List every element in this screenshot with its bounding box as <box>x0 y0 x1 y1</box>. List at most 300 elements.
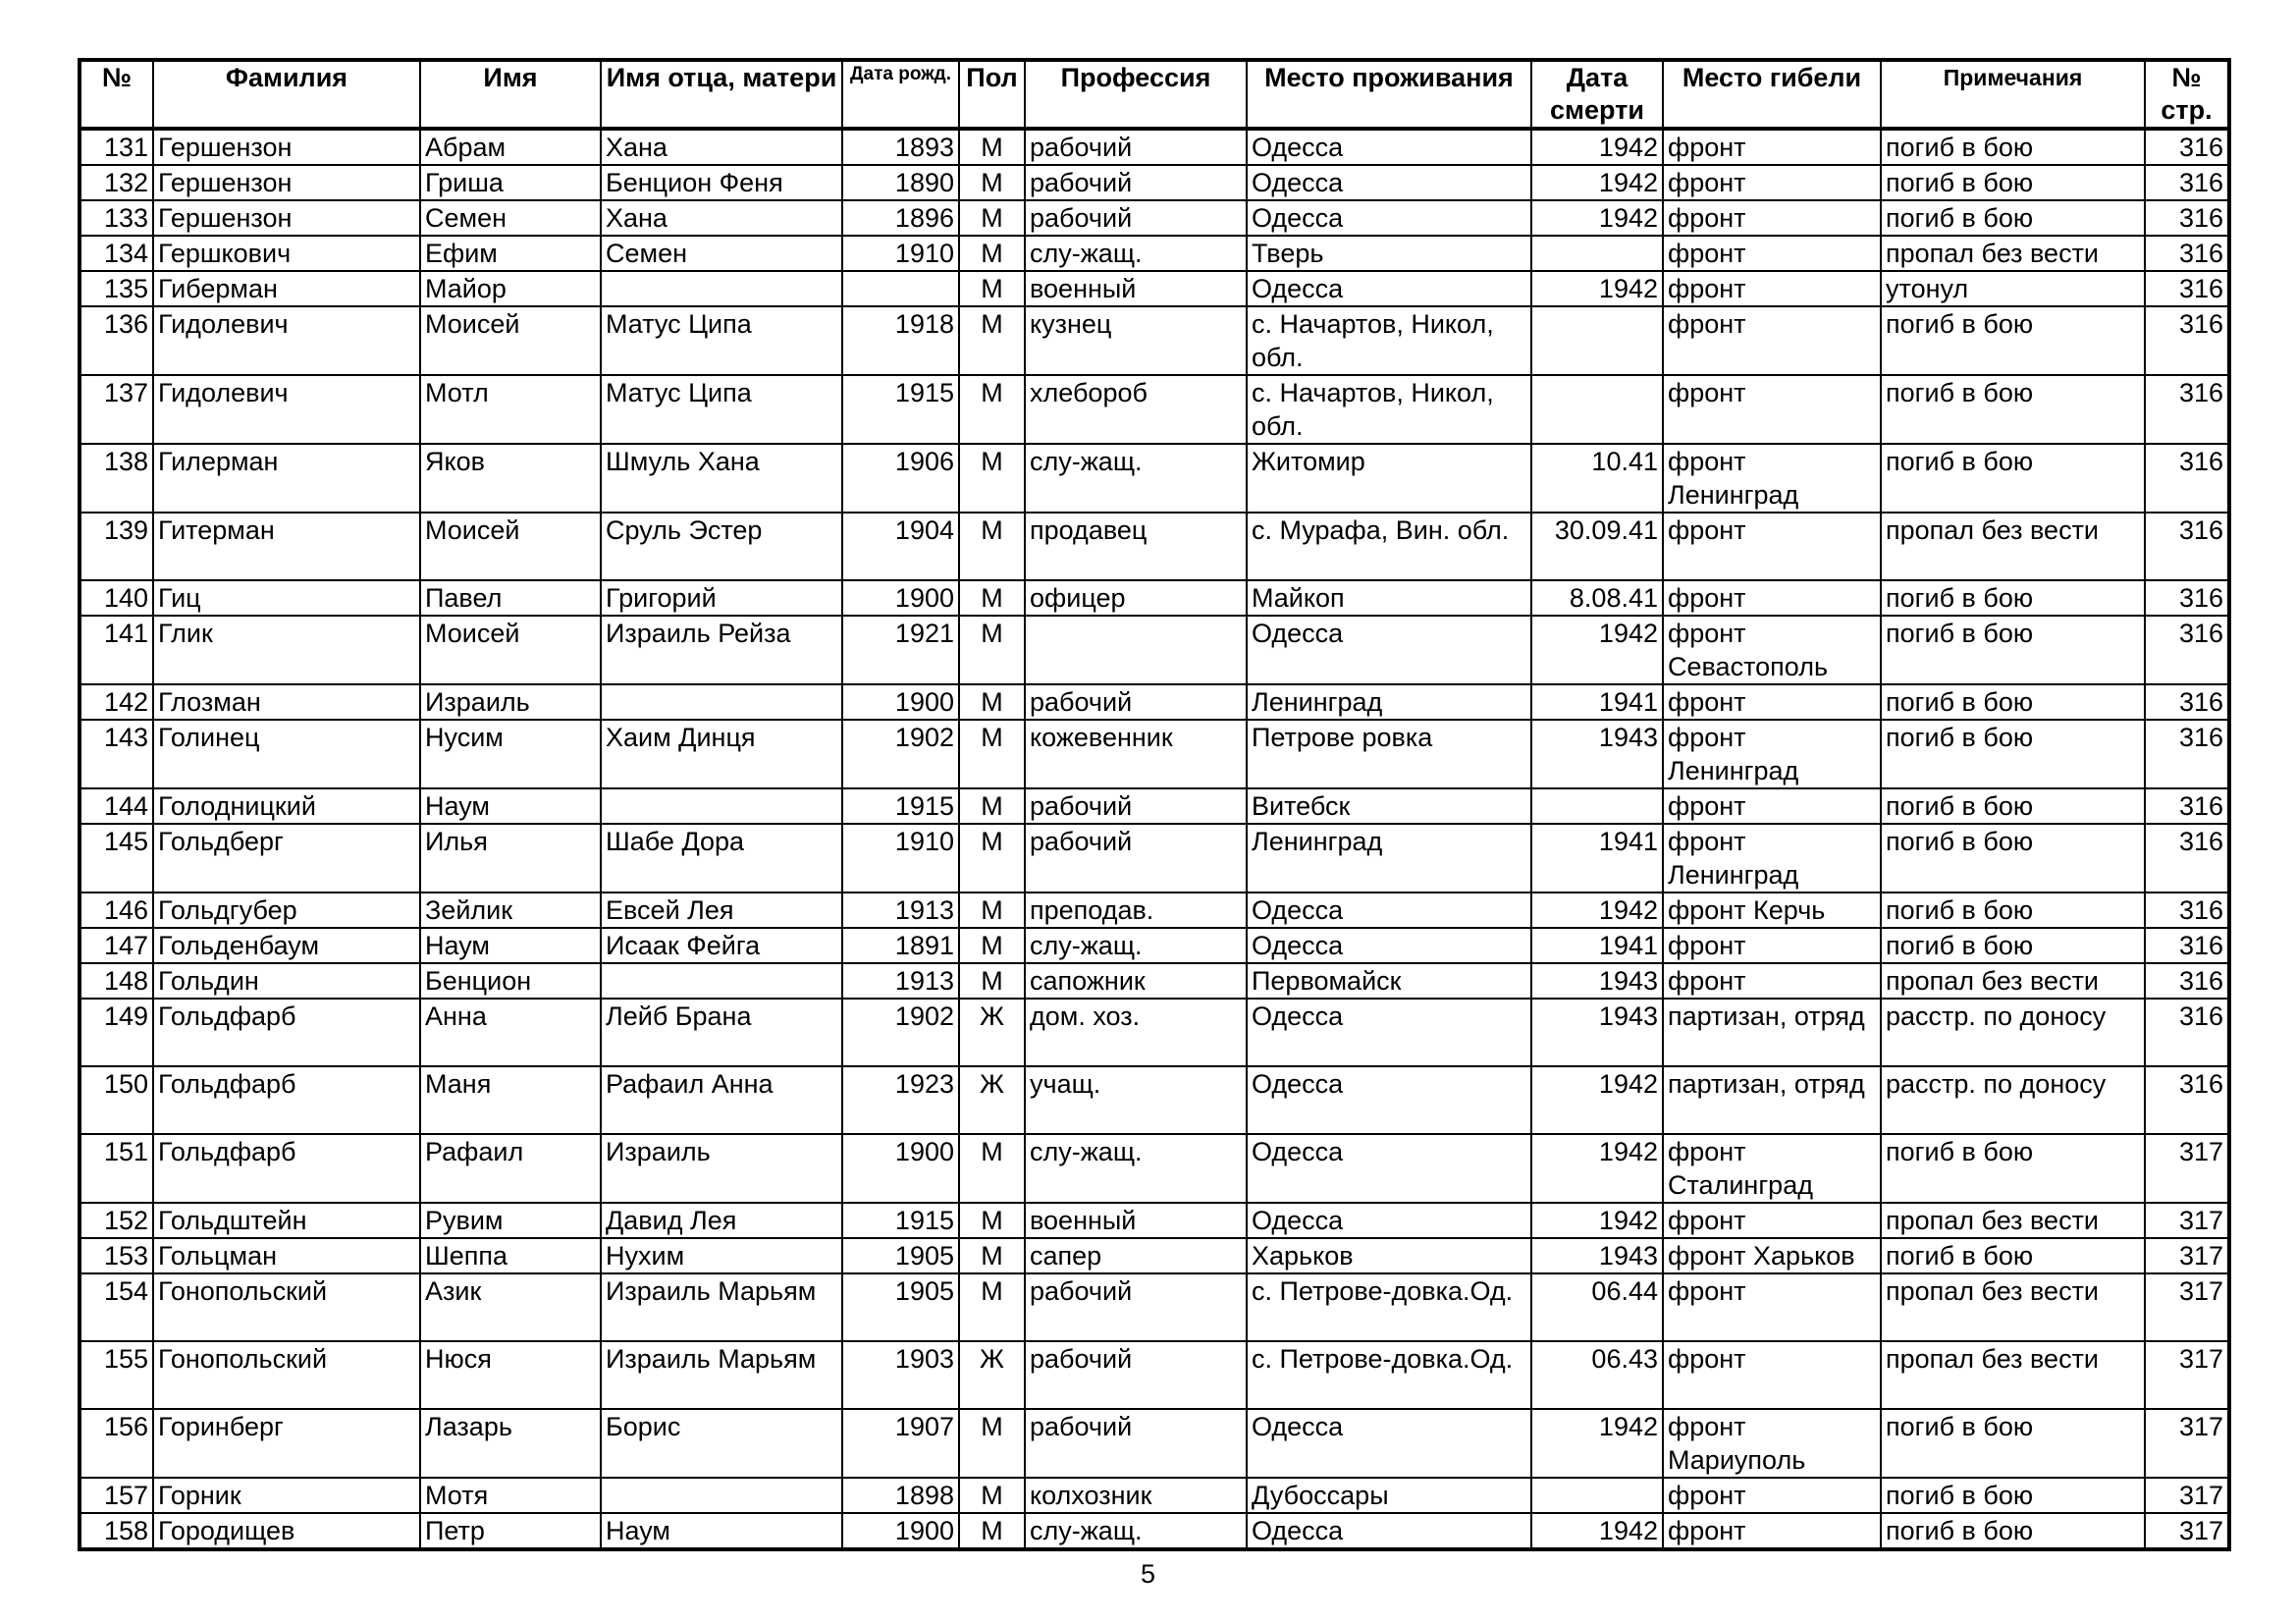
cell-first-name: Рувим <box>420 1203 601 1238</box>
cell-row-number: 141 <box>80 616 153 684</box>
cell-death-place: фронт Мариуполь <box>1663 1409 1881 1478</box>
header-parents: Имя отца, матери <box>601 60 842 129</box>
cell-parents-names: Хана <box>601 129 842 165</box>
cell-first-name: Израиль <box>420 684 601 720</box>
cell-profession: рабочий <box>1025 788 1247 824</box>
cell-first-name: Моисей <box>420 306 601 375</box>
cell-parents-names: Израиль <box>601 1134 842 1203</box>
cell-row-number: 136 <box>80 306 153 375</box>
cell-death-place: фронт <box>1663 1513 1881 1549</box>
cell-death-date: 1942 <box>1531 1513 1663 1549</box>
cell-sex: М <box>959 1134 1025 1203</box>
cell-death-date: 1943 <box>1531 963 1663 999</box>
cell-death-place: партизан, отряд <box>1663 999 1881 1066</box>
cell-sex: М <box>959 893 1025 928</box>
cell-death-place: партизан, отряд <box>1663 1066 1881 1134</box>
cell-parents-names: Нухим <box>601 1238 842 1273</box>
cell-last-name: Гольденбаум <box>153 928 420 963</box>
cell-parents-names <box>601 1478 842 1513</box>
cell-residence: Дубоссары <box>1247 1478 1531 1513</box>
table-row <box>80 684 2229 720</box>
header-first-name: Имя <box>420 60 601 129</box>
cell-parents-names: Израиль Марьям <box>601 1341 842 1409</box>
cell-note: погиб в бою <box>1881 1134 2145 1203</box>
table-row <box>80 1478 2229 1513</box>
cell-note: погиб в бою <box>1881 893 2145 928</box>
cell-last-name: Гершензон <box>153 129 420 165</box>
cell-note: погиб в бою <box>1881 928 2145 963</box>
cell-residence: Одесса <box>1247 165 1531 200</box>
cell-first-name: Илья <box>420 824 601 893</box>
cell-sex: Ж <box>959 1066 1025 1134</box>
table-row <box>80 580 2229 616</box>
cell-residence: Одесса <box>1247 1513 1531 1549</box>
cell-parents-names: Шабе Дора <box>601 824 842 893</box>
cell-parents-names: Семен <box>601 236 842 271</box>
cell-death-place: фронт <box>1663 129 1881 165</box>
cell-row-number: 137 <box>80 375 153 444</box>
cell-death-date: 1942 <box>1531 1134 1663 1203</box>
cell-parents-names: Израиль Марьям <box>601 1273 842 1341</box>
table-row <box>80 129 2229 165</box>
table-row <box>80 1513 2229 1549</box>
header-number: № <box>80 60 153 129</box>
cell-residence: Одесса <box>1247 1203 1531 1238</box>
cell-profession: слу-жащ. <box>1025 236 1247 271</box>
cell-death-place: фронт <box>1663 236 1881 271</box>
cell-death-place: фронт Ленинград <box>1663 720 1881 788</box>
cell-profession: преподав. <box>1025 893 1247 928</box>
cell-death-date: 8.08.41 <box>1531 580 1663 616</box>
cell-first-name: Мотя <box>420 1478 601 1513</box>
table-row <box>80 1341 2229 1409</box>
cell-note: погиб в бою <box>1881 129 2145 165</box>
cell-parents-names: Борис <box>601 1409 842 1478</box>
cell-first-name: Нюся <box>420 1341 601 1409</box>
header-birth-date: Дата рожд. <box>842 60 959 129</box>
cell-profession: рабочий <box>1025 1273 1247 1341</box>
cell-residence: Ленинград <box>1247 824 1531 893</box>
cell-profession: учащ. <box>1025 1066 1247 1134</box>
cell-page-ref: 316 <box>2145 999 2229 1066</box>
table-row <box>80 1273 2229 1341</box>
table-row <box>80 893 2229 928</box>
cell-death-date: 1942 <box>1531 1203 1663 1238</box>
cell-birth-date: 1906 <box>842 444 959 513</box>
cell-sex: М <box>959 1513 1025 1549</box>
cell-death-place: фронт <box>1663 928 1881 963</box>
cell-death-date <box>1531 1478 1663 1513</box>
cell-row-number: 145 <box>80 824 153 893</box>
cell-row-number: 131 <box>80 129 153 165</box>
cell-death-place: фронт <box>1663 306 1881 375</box>
cell-last-name: Гольдфарб <box>153 1066 420 1134</box>
cell-death-place: фронт <box>1663 1478 1881 1513</box>
cell-profession: слу-жащ. <box>1025 1513 1247 1549</box>
table-row <box>80 1066 2229 1134</box>
cell-birth-date: 1910 <box>842 236 959 271</box>
cell-death-date: 06.43 <box>1531 1341 1663 1409</box>
cell-death-date: 1942 <box>1531 129 1663 165</box>
cell-residence: Тверь <box>1247 236 1531 271</box>
header-notes: Примечания <box>1881 60 2145 129</box>
cell-sex: М <box>959 928 1025 963</box>
cell-profession: рабочий <box>1025 129 1247 165</box>
cell-page-ref: 317 <box>2145 1134 2229 1203</box>
cell-death-place: фронт <box>1663 963 1881 999</box>
cell-death-date: 1942 <box>1531 200 1663 236</box>
cell-parents-names: Наум <box>601 1513 842 1549</box>
cell-last-name: Гилерман <box>153 444 420 513</box>
cell-parents-names: Лейб Брана <box>601 999 842 1066</box>
cell-parents-names: Израиль Рейза <box>601 616 842 684</box>
cell-sex: М <box>959 616 1025 684</box>
cell-parents-names <box>601 788 842 824</box>
table-row <box>80 306 2229 375</box>
cell-last-name: Гольдфарб <box>153 1134 420 1203</box>
table-row <box>80 963 2229 999</box>
table-row <box>80 236 2229 271</box>
cell-death-date <box>1531 375 1663 444</box>
table-header <box>80 60 2229 129</box>
cell-first-name: Мотл <box>420 375 601 444</box>
cell-note: погиб в бою <box>1881 580 2145 616</box>
table-row <box>80 200 2229 236</box>
cell-profession: рабочий <box>1025 824 1247 893</box>
cell-note: пропал без вести <box>1881 1273 2145 1341</box>
cell-birth-date: 1907 <box>842 1409 959 1478</box>
cell-note: пропал без вести <box>1881 236 2145 271</box>
cell-page-ref: 316 <box>2145 1066 2229 1134</box>
cell-row-number: 155 <box>80 1341 153 1409</box>
cell-profession <box>1025 616 1247 684</box>
cell-page-ref: 316 <box>2145 580 2229 616</box>
cell-note: погиб в бою <box>1881 444 2145 513</box>
cell-sex: М <box>959 165 1025 200</box>
cell-row-number: 133 <box>80 200 153 236</box>
cell-residence: Одесса <box>1247 999 1531 1066</box>
header-last-name: Фамилия <box>153 60 420 129</box>
cell-row-number: 142 <box>80 684 153 720</box>
table-row <box>80 165 2229 200</box>
cell-page-ref: 316 <box>2145 129 2229 165</box>
cell-birth-date: 1905 <box>842 1238 959 1273</box>
cell-sex: Ж <box>959 1341 1025 1409</box>
cell-death-place: фронт <box>1663 271 1881 306</box>
cell-page-ref: 316 <box>2145 788 2229 824</box>
cell-sex: М <box>959 306 1025 375</box>
cell-last-name: Голодницкий <box>153 788 420 824</box>
cell-sex: М <box>959 200 1025 236</box>
cell-death-place: фронт <box>1663 513 1881 580</box>
cell-first-name: Павел <box>420 580 601 616</box>
cell-row-number: 140 <box>80 580 153 616</box>
cell-page-ref: 316 <box>2145 165 2229 200</box>
cell-row-number: 148 <box>80 963 153 999</box>
cell-death-date: 06.44 <box>1531 1273 1663 1341</box>
cell-note: погиб в бою <box>1881 684 2145 720</box>
cell-death-date: 1941 <box>1531 684 1663 720</box>
cell-sex: М <box>959 720 1025 788</box>
cell-parents-names <box>601 963 842 999</box>
cell-death-place: фронт <box>1663 788 1881 824</box>
cell-sex: М <box>959 444 1025 513</box>
cell-page-ref: 317 <box>2145 1273 2229 1341</box>
cell-profession: дом. хоз. <box>1025 999 1247 1066</box>
cell-sex: М <box>959 513 1025 580</box>
cell-page-ref: 316 <box>2145 893 2229 928</box>
cell-birth-date: 1915 <box>842 788 959 824</box>
cell-sex: М <box>959 1238 1025 1273</box>
cell-death-date: 30.09.41 <box>1531 513 1663 580</box>
cell-first-name: Майор <box>420 271 601 306</box>
cell-first-name: Ефим <box>420 236 601 271</box>
cell-parents-names: Исаак Фейга <box>601 928 842 963</box>
cell-parents-names: Матус Ципа <box>601 375 842 444</box>
cell-residence: Майкоп <box>1247 580 1531 616</box>
cell-residence: Одесса <box>1247 616 1531 684</box>
cell-last-name: Гонопольский <box>153 1341 420 1409</box>
cell-profession: военный <box>1025 271 1247 306</box>
header-sex: Пол <box>959 60 1025 129</box>
cell-parents-names <box>601 271 842 306</box>
cell-death-place: фронт Харьков <box>1663 1238 1881 1273</box>
cell-residence: Одесса <box>1247 1409 1531 1478</box>
cell-note: погиб в бою <box>1881 824 2145 893</box>
cell-last-name: Гонопольский <box>153 1273 420 1341</box>
cell-parents-names: Хаим Динця <box>601 720 842 788</box>
table-row <box>80 1203 2229 1238</box>
cell-sex: М <box>959 684 1025 720</box>
cell-first-name: Абрам <box>420 129 601 165</box>
cell-sex: М <box>959 963 1025 999</box>
cell-last-name: Глозман <box>153 684 420 720</box>
cell-last-name: Гершензон <box>153 165 420 200</box>
cell-sex: М <box>959 788 1025 824</box>
cell-row-number: 146 <box>80 893 153 928</box>
cell-profession: сапер <box>1025 1238 1247 1273</box>
table-row <box>80 928 2229 963</box>
cell-last-name: Гершензон <box>153 200 420 236</box>
cell-page-ref: 317 <box>2145 1513 2229 1549</box>
cell-first-name: Наум <box>420 928 601 963</box>
cell-birth-date: 1900 <box>842 580 959 616</box>
cell-parents-names: Сруль Эстер <box>601 513 842 580</box>
cell-residence: с. Начартов, Никол, обл. <box>1247 306 1531 375</box>
cell-page-ref: 316 <box>2145 236 2229 271</box>
cell-first-name: Лазарь <box>420 1409 601 1478</box>
cell-profession: сапожник <box>1025 963 1247 999</box>
cell-page-ref: 316 <box>2145 616 2229 684</box>
cell-birth-date: 1913 <box>842 963 959 999</box>
cell-first-name: Семен <box>420 200 601 236</box>
cell-profession: слу-жащ. <box>1025 444 1247 513</box>
cell-page-ref: 317 <box>2145 1238 2229 1273</box>
cell-last-name: Городищев <box>153 1513 420 1549</box>
cell-sex: М <box>959 1478 1025 1513</box>
page-number: 5 <box>1140 1559 1156 1589</box>
cell-last-name: Гитерман <box>153 513 420 580</box>
cell-parents-names: Матус Ципа <box>601 306 842 375</box>
cell-page-ref: 316 <box>2145 271 2229 306</box>
cell-row-number: 135 <box>80 271 153 306</box>
table-body <box>80 129 2229 1549</box>
cell-last-name: Гиберман <box>153 271 420 306</box>
cell-profession: рабочий <box>1025 200 1247 236</box>
cell-note: пропал без вести <box>1881 963 2145 999</box>
cell-death-place: фронт Керчь <box>1663 893 1881 928</box>
cell-first-name: Анна <box>420 999 601 1066</box>
cell-residence: Одесса <box>1247 1066 1531 1134</box>
cell-last-name: Гидолевич <box>153 375 420 444</box>
cell-first-name: Рафаил <box>420 1134 601 1203</box>
cell-row-number: 157 <box>80 1478 153 1513</box>
cell-row-number: 158 <box>80 1513 153 1549</box>
cell-note: погиб в бою <box>1881 165 2145 200</box>
cell-sex: М <box>959 1409 1025 1478</box>
cell-sex: М <box>959 129 1025 165</box>
cell-death-date: 1942 <box>1531 271 1663 306</box>
cell-first-name: Зейлик <box>420 893 601 928</box>
cell-residence: Одесса <box>1247 928 1531 963</box>
cell-row-number: 154 <box>80 1273 153 1341</box>
cell-last-name: Гольцман <box>153 1238 420 1273</box>
cell-residence: Житомир <box>1247 444 1531 513</box>
cell-last-name: Горник <box>153 1478 420 1513</box>
cell-note: погиб в бою <box>1881 616 2145 684</box>
cell-page-ref: 316 <box>2145 684 2229 720</box>
cell-first-name: Азик <box>420 1273 601 1341</box>
cell-residence: Харьков <box>1247 1238 1531 1273</box>
cell-residence: с. Петрове-довка.Од. <box>1247 1341 1531 1409</box>
cell-sex: М <box>959 824 1025 893</box>
cell-page-ref: 316 <box>2145 513 2229 580</box>
table-row <box>80 375 2229 444</box>
cell-residence: с. Мурафа, Вин. обл. <box>1247 513 1531 580</box>
cell-death-place: фронт <box>1663 1203 1881 1238</box>
table-row <box>80 720 2229 788</box>
cell-profession: хлебороб <box>1025 375 1247 444</box>
cell-row-number: 143 <box>80 720 153 788</box>
cell-sex: М <box>959 1273 1025 1341</box>
cell-residence: Одесса <box>1247 129 1531 165</box>
cell-profession: рабочий <box>1025 165 1247 200</box>
cell-row-number: 152 <box>80 1203 153 1238</box>
cell-profession: военный <box>1025 1203 1247 1238</box>
cell-last-name: Гольдберг <box>153 824 420 893</box>
cell-profession: кожевенник <box>1025 720 1247 788</box>
cell-death-place: фронт <box>1663 1273 1881 1341</box>
cell-last-name: Гершкович <box>153 236 420 271</box>
cell-residence: Одесса <box>1247 200 1531 236</box>
cell-row-number: 151 <box>80 1134 153 1203</box>
cell-sex: М <box>959 236 1025 271</box>
cell-death-date <box>1531 788 1663 824</box>
cell-birth-date: 1923 <box>842 1066 959 1134</box>
cell-page-ref: 317 <box>2145 1478 2229 1513</box>
cell-row-number: 138 <box>80 444 153 513</box>
cell-death-place: фронт Ленинград <box>1663 444 1881 513</box>
cell-last-name: Глик <box>153 616 420 684</box>
cell-note: расстр. по доносу <box>1881 999 2145 1066</box>
cell-profession: слу-жащ. <box>1025 928 1247 963</box>
table-row <box>80 824 2229 893</box>
cell-first-name: Бенцион <box>420 963 601 999</box>
cell-sex: М <box>959 375 1025 444</box>
cell-residence: Одесса <box>1247 271 1531 306</box>
cell-first-name: Яков <box>420 444 601 513</box>
cell-birth-date <box>842 271 959 306</box>
cell-note: пропал без вести <box>1881 1341 2145 1409</box>
cell-row-number: 156 <box>80 1409 153 1478</box>
cell-death-place: фронт <box>1663 684 1881 720</box>
cell-birth-date: 1890 <box>842 165 959 200</box>
cell-note: погиб в бою <box>1881 788 2145 824</box>
cell-death-place: фронт <box>1663 375 1881 444</box>
records-table <box>78 58 2231 1551</box>
cell-page-ref: 316 <box>2145 928 2229 963</box>
cell-note: погиб в бою <box>1881 200 2145 236</box>
cell-note: погиб в бою <box>1881 1478 2145 1513</box>
cell-residence: с. Петрове-довка.Од. <box>1247 1273 1531 1341</box>
cell-note: пропал без вести <box>1881 1203 2145 1238</box>
cell-residence: Первомайск <box>1247 963 1531 999</box>
cell-first-name: Петр <box>420 1513 601 1549</box>
cell-row-number: 139 <box>80 513 153 580</box>
cell-row-number: 149 <box>80 999 153 1066</box>
cell-birth-date: 1900 <box>842 1134 959 1203</box>
table-row <box>80 1134 2229 1203</box>
cell-death-date: 1942 <box>1531 893 1663 928</box>
cell-parents-names: Рафаил Анна <box>601 1066 842 1134</box>
cell-note: погиб в бою <box>1881 1238 2145 1273</box>
cell-residence: Ленинград <box>1247 684 1531 720</box>
cell-page-ref: 316 <box>2145 375 2229 444</box>
cell-profession: продавец <box>1025 513 1247 580</box>
cell-sex: Ж <box>959 999 1025 1066</box>
cell-birth-date: 1918 <box>842 306 959 375</box>
cell-page-ref: 316 <box>2145 720 2229 788</box>
cell-birth-date: 1896 <box>842 200 959 236</box>
cell-parents-names: Евсей Лея <box>601 893 842 928</box>
cell-last-name: Гиц <box>153 580 420 616</box>
cell-row-number: 144 <box>80 788 153 824</box>
cell-page-ref: 317 <box>2145 1409 2229 1478</box>
cell-row-number: 147 <box>80 928 153 963</box>
cell-note: погиб в бою <box>1881 375 2145 444</box>
cell-last-name: Горинберг <box>153 1409 420 1478</box>
cell-parents-names: Бенцион Феня <box>601 165 842 200</box>
cell-birth-date: 1904 <box>842 513 959 580</box>
cell-death-place: фронт Севастополь <box>1663 616 1881 684</box>
cell-death-place: фронт <box>1663 1341 1881 1409</box>
cell-last-name: Гольдин <box>153 963 420 999</box>
cell-sex: М <box>959 1203 1025 1238</box>
table-row <box>80 1409 2229 1478</box>
cell-page-ref: 316 <box>2145 306 2229 375</box>
cell-death-date: 1942 <box>1531 165 1663 200</box>
cell-death-date: 1943 <box>1531 999 1663 1066</box>
cell-death-date: 1941 <box>1531 928 1663 963</box>
cell-last-name: Гольдштейн <box>153 1203 420 1238</box>
cell-last-name: Гольдгубер <box>153 893 420 928</box>
cell-death-date: 10.41 <box>1531 444 1663 513</box>
header-death-date: Дата смерти <box>1531 60 1663 129</box>
cell-note: пропал без вести <box>1881 513 2145 580</box>
cell-parents-names: Шмуль Хана <box>601 444 842 513</box>
cell-parents-names: Хана <box>601 200 842 236</box>
cell-last-name: Голинец <box>153 720 420 788</box>
